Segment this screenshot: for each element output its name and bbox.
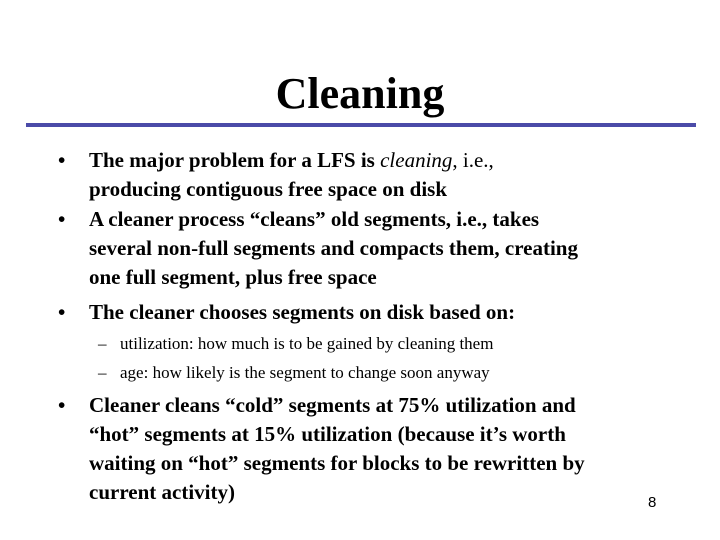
- slide-title: Cleaning: [275, 69, 445, 118]
- sub-bullet-age: age: how likely is the segment to change soon anyway: [120, 363, 490, 382]
- bullet-4-text: [89, 391, 689, 507]
- bullet-4-line-1: Cleaner cleans “cold” segments at 75% utilization and: [89, 393, 576, 417]
- bullet-1-line-2: producing contiguous free space on disk: [89, 177, 448, 201]
- bullet-1-italic-term: cleaning: [380, 148, 453, 172]
- bullet-3-text: [89, 298, 689, 327]
- bullet-marker: •: [58, 393, 66, 417]
- bullet-2-line-3: one full segment, plus free space: [89, 265, 377, 289]
- bullet-2-line-1: A cleaner process “cleans” old segments, i.e., takes: [89, 207, 540, 231]
- bullet-4-line-2: “hot” segments at 15% utilization (because it’s worth: [89, 422, 566, 446]
- bullet-marker: •: [58, 300, 66, 324]
- bullet-4-line-4: current activity): [89, 480, 235, 504]
- bullet-2-text: [89, 205, 689, 292]
- bullet-3-line-1: The cleaner chooses segments on disk based on:: [89, 300, 516, 324]
- bullet-1-line-1-part-a: The major problem for a LFS is: [89, 148, 381, 172]
- bullet-4-line-3: waiting on “hot” segments for blocks to be rewritten by: [89, 451, 585, 475]
- title-divider: [26, 123, 696, 127]
- bullet-1-line-1-part-b: , i.e.,: [452, 148, 494, 172]
- bullet-marker: •: [58, 148, 66, 172]
- bullet-1-line-1: [89, 146, 689, 175]
- bullet-marker: •: [58, 207, 66, 231]
- bullet-1-text: [89, 146, 689, 204]
- sub-bullet-marker: –: [98, 363, 107, 382]
- page-number: 8: [648, 494, 657, 511]
- bullet-2-line-2: several non-full segments and compacts them, creating: [89, 236, 578, 260]
- sub-bullet-utilization: utilization: how much is to be gained by cleaning them: [120, 334, 494, 353]
- sub-bullet-marker: –: [98, 334, 107, 353]
